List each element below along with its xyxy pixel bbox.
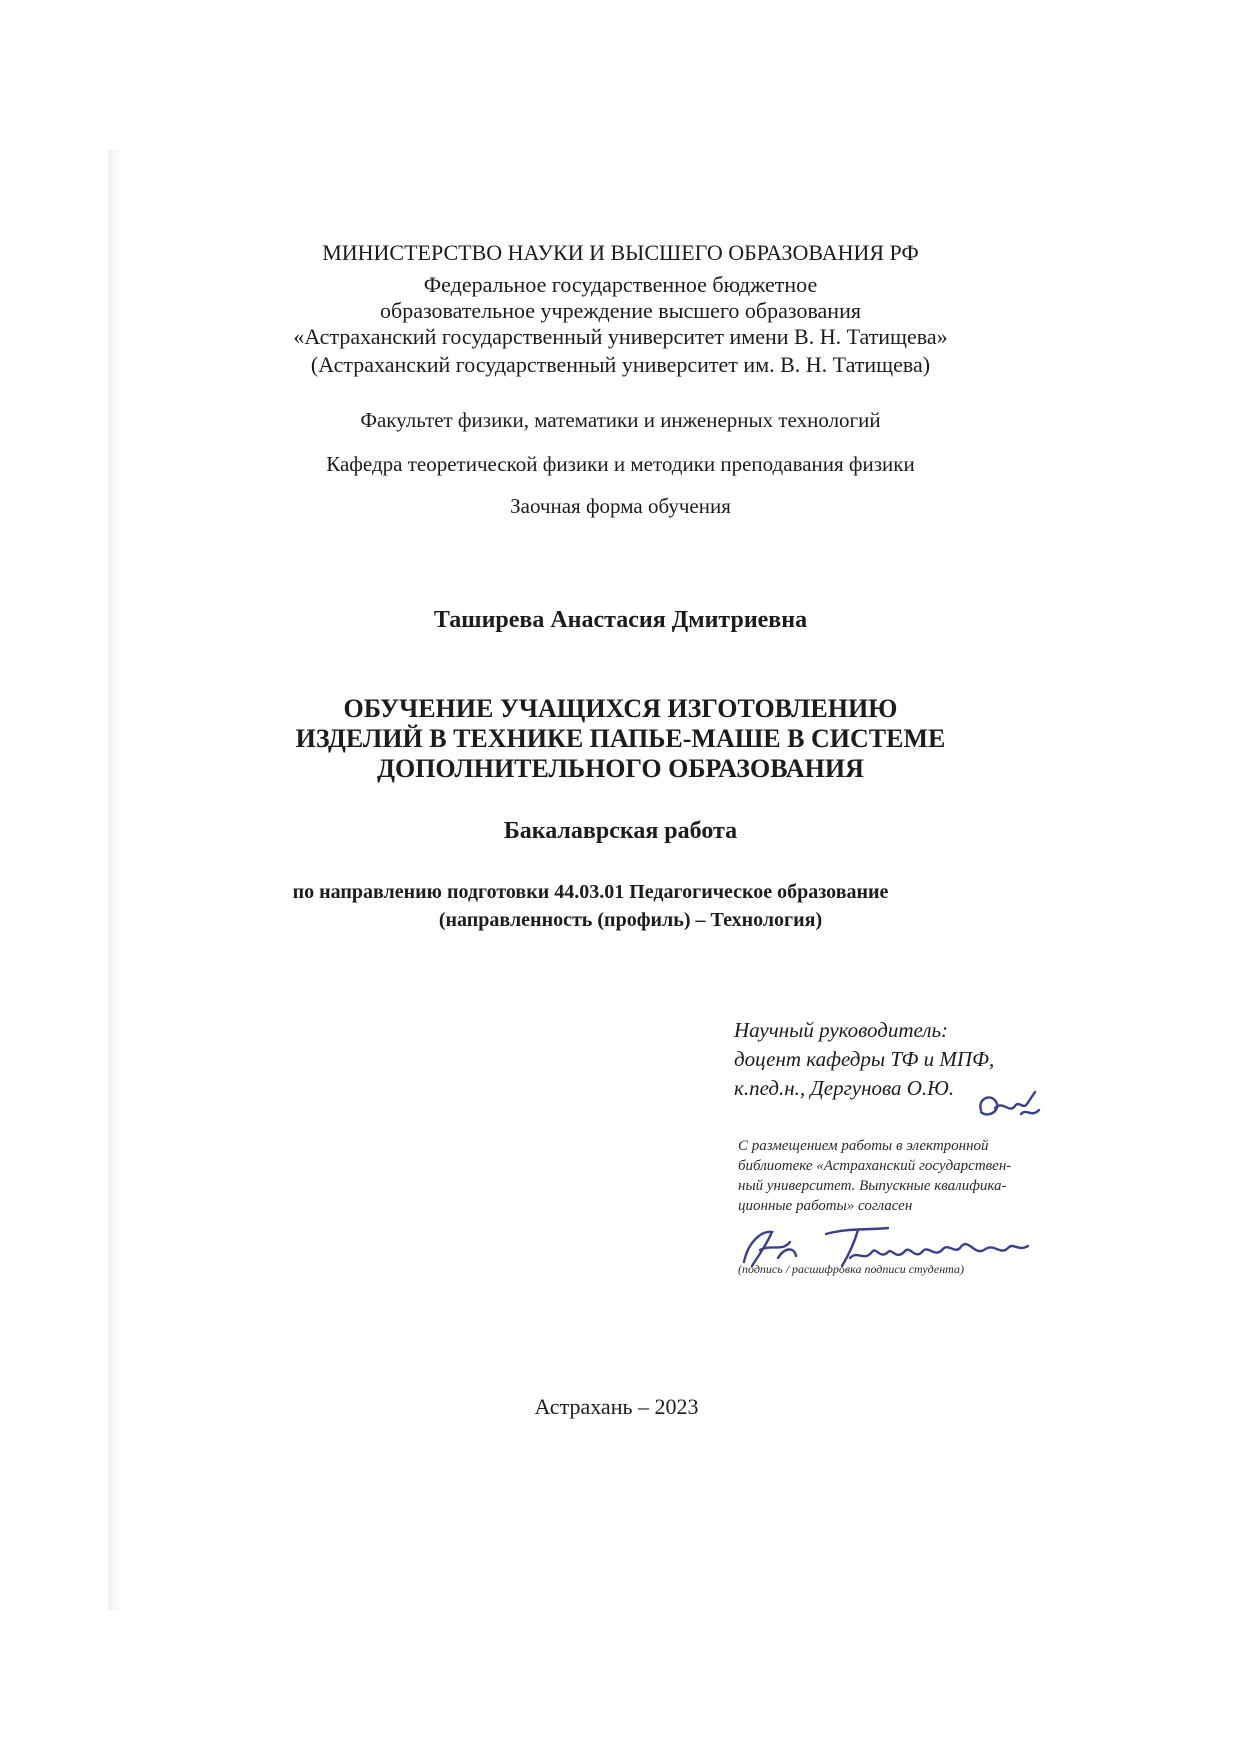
university-short-name: (Астраханский государственный университет им. В. Н. Татищева) — [310, 352, 931, 377]
department-line: Кафедра теоретической физики и методики преподавания физики — [326, 452, 915, 476]
supervisor-block — [734, 1016, 994, 1103]
ministry-line: МИНИСТЕРСТВО НАУКИ И ВЫСШЕГО ОБРАЗОВАНИЯ РФ — [322, 240, 919, 265]
study-form-line: Заочная форма обучения — [510, 494, 731, 518]
university-full-name: «Астраханский государственный университет имени В. Н. Татищева» — [293, 324, 948, 349]
thesis-title-line-1: ОБУЧЕНИЕ УЧАЩИХСЯ ИЗГОТОВЛЕНИЮ — [343, 694, 898, 723]
consent-line-2: библиотеке «Астраханский государствен- — [738, 1158, 1012, 1174]
supervisor-position: доцент кафедры ТФ и МПФ, — [734, 1047, 995, 1071]
supervisor-signature — [975, 1088, 1045, 1128]
city-year: Астрахань – 2023 — [534, 1394, 699, 1419]
consent-line-1: С размещением работы в электронной — [738, 1138, 989, 1154]
thesis-title-line-3: ДОПОЛНИТЕЛЬНОГО ОБРАЗОВАНИЯ — [377, 754, 864, 783]
consent-block — [738, 1136, 1058, 1216]
institution-line-2: образовательное учреждение высшего образования — [380, 298, 861, 323]
supervisor-name: к.пед.н., Дергунова О.Ю. — [734, 1076, 955, 1100]
consent-line-4: ционные работы» согласен — [738, 1198, 913, 1214]
work-type: Бакалаврская работа — [503, 818, 738, 844]
institution-line-1: Федеральное государственное бюджетное — [423, 272, 818, 297]
signature-caption: (подпись / расшифровка подписи студента) — [738, 1262, 964, 1276]
supervisor-label: Научный руководитель: — [734, 1018, 949, 1042]
faculty-line: Факультет физики, математики и инженерных технологий — [360, 408, 881, 432]
author-name: Таширева Анастасия Дмитриевна — [433, 607, 808, 633]
consent-line-3: ный университет. Выпускные квалифика- — [738, 1178, 1007, 1194]
thesis-title-line-2: ИЗДЕЛИЙ В ТЕХНИКЕ ПАПЬЕ-МАШЕ В СИСТЕМЕ — [295, 724, 946, 753]
direction-line-2: (направленность (профиль) – Технология) — [438, 909, 823, 931]
direction-line-1: по направлению подготовки 44.03.01 Педагогическое образование — [292, 881, 889, 903]
